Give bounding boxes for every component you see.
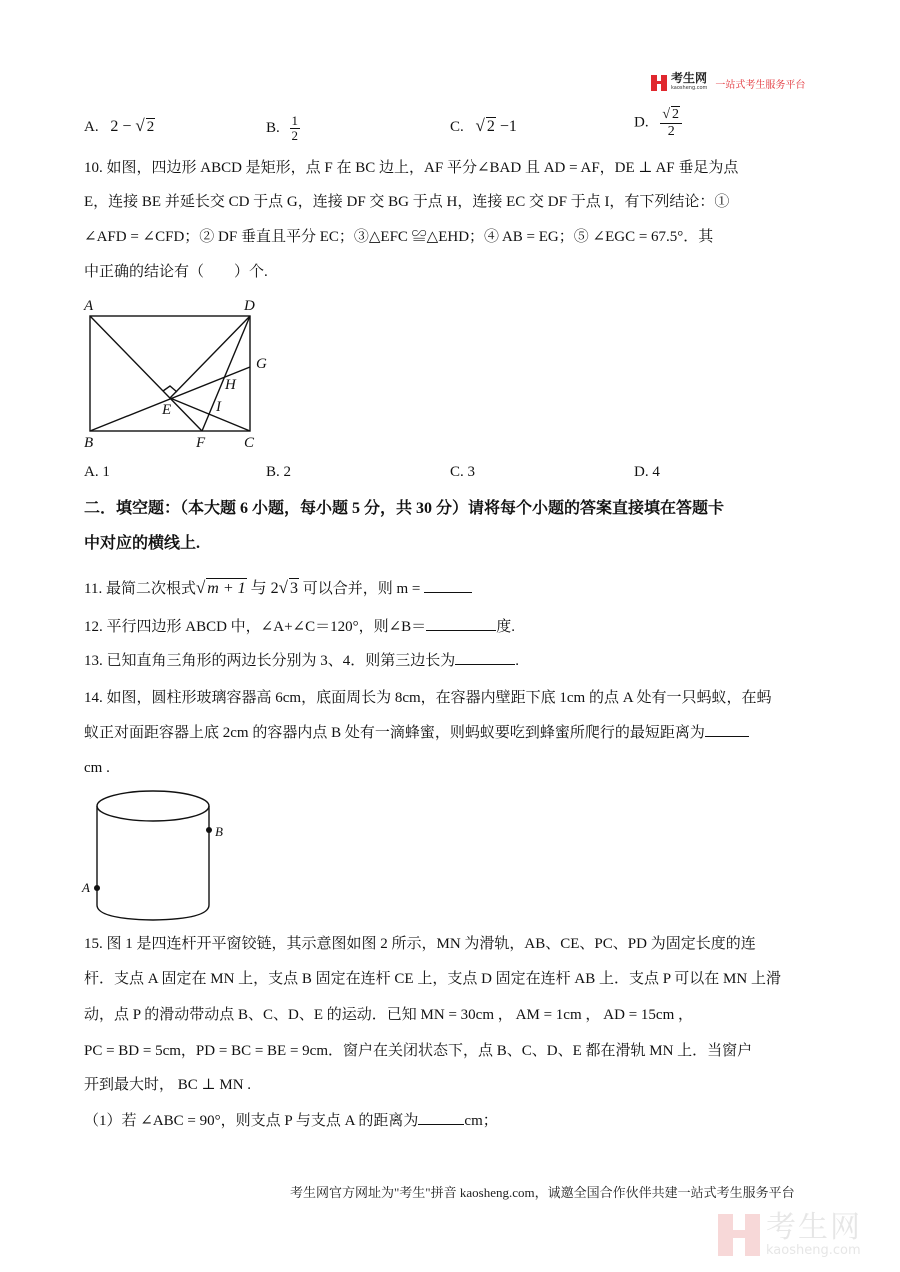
answer-blank[interactable]	[418, 1110, 464, 1125]
q14-line3: cm .	[84, 760, 110, 776]
label-f: F	[196, 435, 206, 451]
q10-option-c: C. 3	[450, 464, 476, 480]
q10-line3: ∠AFD = ∠CFD；② DF 垂直且平分 EC；③△EFC ≌△EHD；④ AB = EG；⑤ ∠EGC = 67.5°．其	[84, 229, 714, 245]
denominator: 2	[291, 128, 299, 143]
q15-sub1-prefix: （1）若 ∠ABC = 90°，则支点 P 与支点 A 的距离为	[84, 1113, 419, 1129]
label-d: D	[244, 298, 255, 314]
q15-line1: 15. 图 1 是四连杆开平窗铰链，其示意图如图 2 所示，MN 为滑轨，AB、CE、PC、PD 为固定长度的连	[84, 936, 756, 952]
answer-blank[interactable]	[424, 578, 472, 593]
q9-option-a: A. 2 − √ 2	[84, 116, 155, 135]
q15-sub1	[84, 1110, 498, 1131]
q10-option-d: D. 4	[634, 464, 660, 480]
q12	[84, 616, 515, 637]
q11-prefix: 11. 最简二次根式	[84, 581, 196, 597]
numerator: 1	[291, 113, 299, 128]
q13	[84, 650, 519, 671]
q12-prefix: 12. 平行四边形 ABCD 中，∠A+∠C＝120°，则∠B＝	[84, 619, 427, 635]
cylinder-figure	[78, 788, 238, 928]
answer-blank[interactable]	[705, 722, 749, 737]
watermark-cn: 考生网	[766, 1210, 862, 1245]
answer-blank[interactable]	[455, 650, 515, 665]
footer-text: 考生网官方网址为"考生"拼音 kaosheng.com，诚邀全国合作伙伴共建一站式考生服务平台	[290, 1185, 795, 1200]
q14-line2-text: 蚁正对面距容器上底 2cm 的容器内点 B 处有一滴蜂蜜，则蚂蚁要吃到蜂蜜所爬行的最短距离为	[84, 725, 705, 741]
q9-option-d	[634, 106, 682, 140]
kaosheng-logo-icon	[651, 75, 667, 91]
q10-line4: 中正确的结论有（ ）个.	[84, 264, 268, 280]
q11-mid: 与 2	[246, 580, 279, 597]
q10-line1: 10. 如图，四边形 ABCD 是矩形，点 F 在 BC 边上，AF 平分∠BAD 且 AD = AF，DE ⊥ AF 垂足为点	[84, 160, 739, 176]
option-label: D.	[634, 114, 649, 131]
q13-suffix: .	[515, 653, 520, 669]
q15-sub1-suffix: cm；	[464, 1113, 498, 1129]
q10-option-a: A. 1	[84, 464, 110, 480]
fraction	[290, 114, 301, 143]
radicand: m + 1	[207, 580, 246, 597]
option-label: A.	[84, 119, 99, 135]
q15-line4: PC = BD = 5cm，PD = BC = BE = 9cm．窗户在关闭状态下，点 B、C、D、E 都在滑轨 MN 上．当窗户	[84, 1043, 753, 1059]
kaosheng-watermark-icon	[718, 1214, 760, 1256]
q13-prefix: 13. 已知直角三角形的两边长分别为 3、4．则第三边长为	[84, 653, 456, 669]
label-b: B	[84, 435, 94, 451]
label-h: H	[225, 377, 236, 393]
q9-option-c: C. √ 2 −1	[450, 116, 517, 135]
q12-suffix: 度.	[496, 619, 515, 635]
answer-blank[interactable]	[426, 616, 496, 631]
watermark-logo	[718, 1212, 862, 1258]
option-suffix: −1	[495, 118, 517, 135]
label-g: G	[256, 356, 267, 372]
label-i: I	[216, 399, 221, 415]
logo-en: kaosheng.com	[671, 85, 708, 91]
q15-line5: 开到最大时， BC ⊥ MN .	[84, 1077, 252, 1093]
option-label: C.	[450, 119, 464, 135]
label-b: B	[215, 824, 223, 839]
q10-option-b: B. 2	[266, 464, 292, 480]
label-e: E	[162, 402, 172, 418]
q9-option-b	[266, 114, 300, 143]
radicand: 2	[146, 119, 155, 135]
radicand: 2	[486, 118, 495, 135]
option-label: B.	[266, 119, 280, 136]
q14-line1: 14. 如图，圆柱形玻璃容器高 6cm，底面周长为 8cm，在容器内壁距下底 1cm 的点 A 处有一只蚂蚁，在蚂	[84, 690, 772, 706]
q15-line3: 动，点 P 的滑动带动点 B、C、D、E 的运动．已知 MN = 30cm ， AM = 1cm ， AD = 15cm ，	[84, 1007, 693, 1023]
header-slogan: 一站式考生服务平台	[715, 79, 806, 91]
section2-heading-line2: 中对应的横线上.	[84, 535, 201, 552]
section2-heading-line1: 二．填空题：（本大题 6 小题，每小题 5 分，共 30 分）请将每个小题的答案直接填在答题卡	[84, 500, 725, 517]
label-a: A	[84, 298, 94, 314]
label-c: C	[244, 435, 255, 451]
option-value: 2 −	[110, 118, 136, 135]
denominator: 2	[667, 124, 675, 139]
q10-line2: E，连接 BE 并延长交 CD 于点 G，连接 DF 交 BG 于点 H，连接 EC 交 DF 于点 I，有下列结论：①	[84, 194, 730, 210]
point-a-icon	[94, 885, 100, 891]
header-logo	[651, 73, 805, 93]
radicand: 3	[290, 580, 299, 597]
radicand: 2	[672, 107, 680, 122]
q14-line2	[84, 722, 749, 743]
rectangle-geometry-figure	[78, 294, 278, 454]
logo-cn: 考生网	[671, 71, 708, 85]
point-b-icon	[206, 827, 212, 833]
q11-suffix: 可以合并，则 m =	[299, 581, 421, 597]
watermark-en: kaosheng.com	[766, 1243, 861, 1258]
label-a: A	[82, 880, 90, 895]
fraction: $\frac{√ 2}{2}$	[660, 106, 682, 140]
q15-line2: 杆．支点 A 固定在 MN 上，支点 B 固定在连杆 CE 上，支点 D 固定在连杆 AB 上．支点 P 可以在 MN 上滑	[84, 971, 781, 987]
q11: 11. 最简二次根式√ m + 1 与 2√ 3 可以合并，则 m =	[84, 578, 472, 599]
